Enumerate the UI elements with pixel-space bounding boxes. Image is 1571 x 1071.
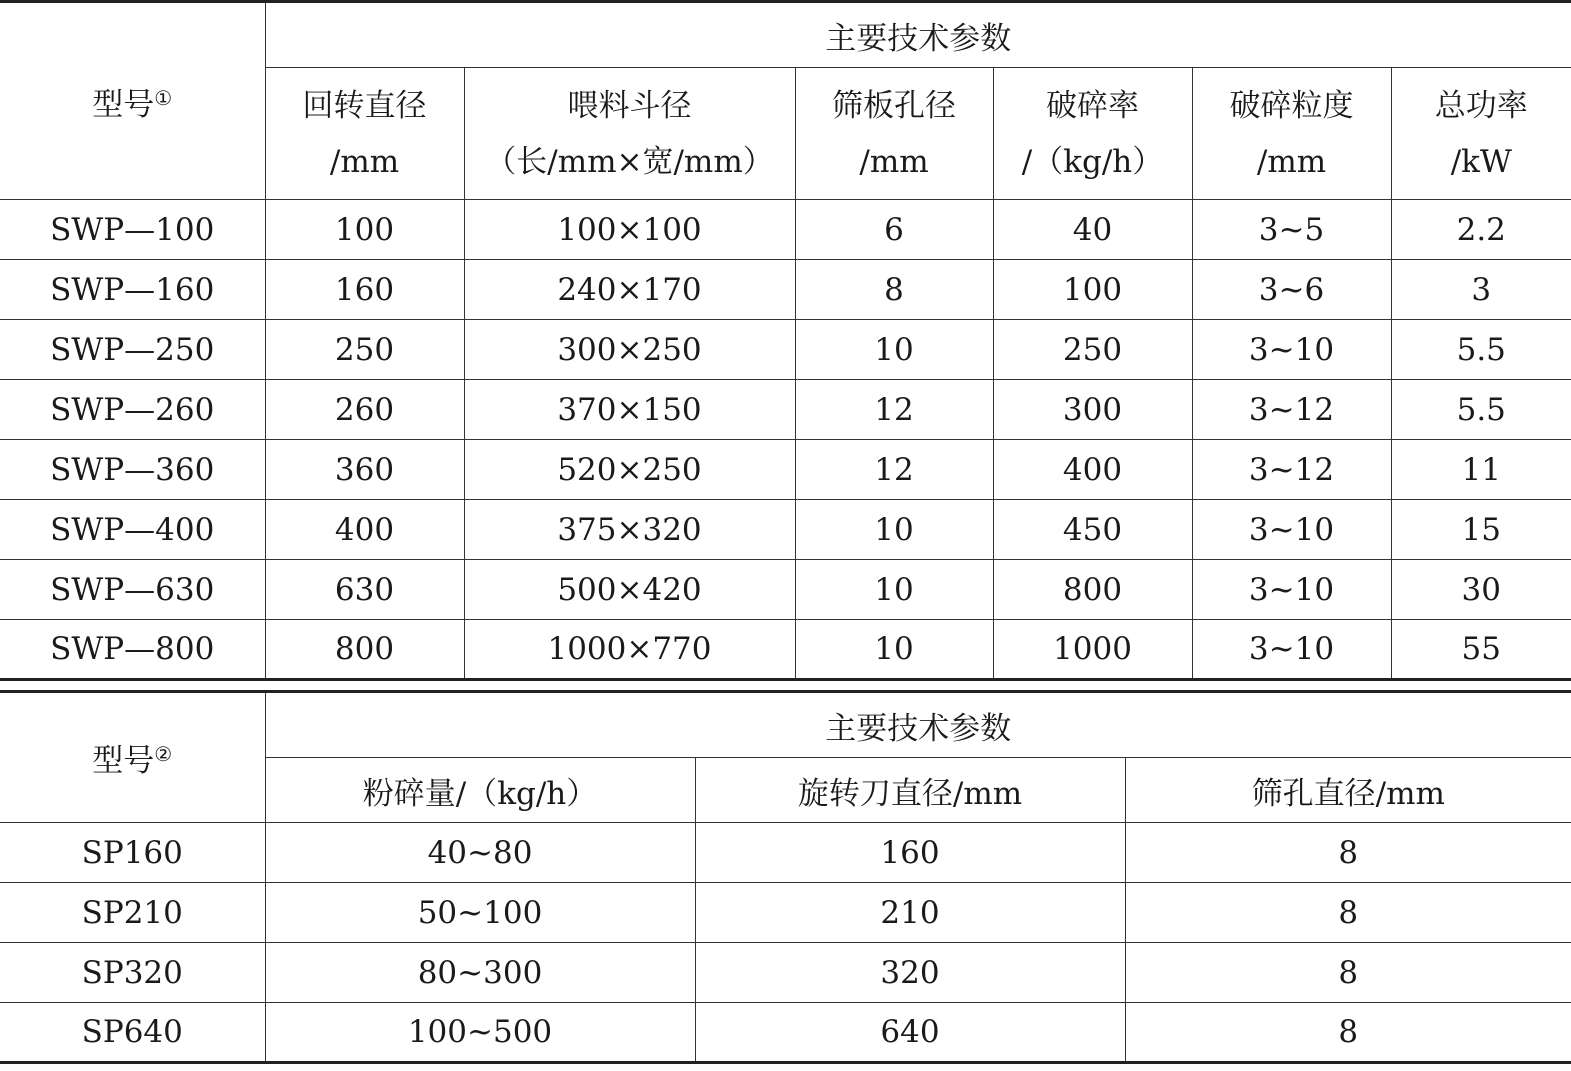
table-row	[0, 200, 1571, 260]
column-header	[993, 68, 1192, 200]
table-cell: 800	[265, 620, 464, 680]
table-cell: 55	[1391, 620, 1571, 680]
table-cell: 800	[993, 560, 1192, 620]
table-cell: 10	[795, 560, 993, 620]
model-cell: SWP—360	[0, 440, 265, 500]
model-cell: SWP—160	[0, 260, 265, 320]
table-cell: 640	[695, 1003, 1125, 1063]
table-cell: 360	[265, 440, 464, 500]
table-cell: 10	[795, 620, 993, 680]
table-cell: 1000×770	[464, 620, 795, 680]
column-unit: （长/mm×宽/mm）	[485, 143, 774, 180]
table-cell: 8	[1125, 1003, 1571, 1063]
table-cell: 3~5	[1192, 200, 1391, 260]
table-cell: 15	[1391, 500, 1571, 560]
column-header	[464, 68, 795, 200]
table-cell: 5.5	[1391, 380, 1571, 440]
model-header: 型号②	[0, 692, 265, 823]
group-header: 主要技术参数	[265, 2, 1571, 68]
table-cell: 3~6	[1192, 260, 1391, 320]
column-name: 总功率	[1434, 87, 1528, 124]
table-cell: 100×100	[464, 200, 795, 260]
table-cell: 375×320	[464, 500, 795, 560]
grinder-spec-table	[0, 690, 1571, 1064]
table-cell: 100	[265, 200, 464, 260]
table-row	[0, 823, 1571, 883]
table-cell: 10	[795, 500, 993, 560]
table-cell: 100~500	[265, 1003, 695, 1063]
table-cell: 3	[1391, 260, 1571, 320]
table-cell: 3~10	[1192, 620, 1391, 680]
model-header: 型号①	[0, 2, 265, 200]
table-cell: 10	[795, 320, 993, 380]
column-header: 筛孔直径/mm	[1125, 758, 1571, 823]
column-name: 回转直径	[302, 87, 427, 124]
table-cell: 40~80	[265, 823, 695, 883]
column-header	[265, 68, 464, 200]
table-cell: 2.2	[1391, 200, 1571, 260]
column-header	[795, 68, 993, 200]
table-cell: 8	[1125, 823, 1571, 883]
table-row	[0, 260, 1571, 320]
table-cell: 12	[795, 440, 993, 500]
model-cell: SWP—800	[50, 631, 215, 667]
table-cell: 8	[1125, 883, 1571, 943]
table-cell: 3~10	[1192, 320, 1391, 380]
table-cell: 370×150	[464, 380, 795, 440]
table-cell: 400	[265, 500, 464, 560]
table-cell: 12	[795, 380, 993, 440]
table-cell: 80~300	[265, 943, 695, 1003]
column-unit: /mm	[1256, 143, 1327, 180]
table-cell: 6	[795, 200, 993, 260]
table-cell: 1000	[993, 620, 1192, 680]
model-cell: SWP—100	[0, 200, 265, 260]
table-row	[0, 440, 1571, 500]
table-row	[0, 1003, 1571, 1063]
table-cell: 210	[695, 883, 1125, 943]
table-cell: 520×250	[464, 440, 795, 500]
table-cell: 3~10	[1192, 560, 1391, 620]
table-row	[0, 320, 1571, 380]
table-cell: 630	[265, 560, 464, 620]
model-cell: SWP—630	[0, 560, 265, 620]
table-cell: 240×170	[464, 260, 795, 320]
model-cell: SWP—250	[0, 320, 265, 380]
model-cell: SWP—260	[0, 380, 265, 440]
table-row	[0, 380, 1571, 440]
column-name: 喂料斗径	[567, 87, 692, 124]
column-header: 粉碎量/（kg/h）	[265, 758, 695, 823]
table-row	[0, 883, 1571, 943]
table-cell: 160	[265, 260, 464, 320]
table-row	[0, 620, 1571, 680]
column-header	[1192, 68, 1391, 200]
table-cell: 100	[993, 260, 1192, 320]
table-cell: 50~100	[265, 883, 695, 943]
table-cell: 260	[265, 380, 464, 440]
table-row	[0, 943, 1571, 1003]
table-cell: 11	[1391, 440, 1571, 500]
table-cell: 250	[265, 320, 464, 380]
table-cell: 40	[993, 200, 1192, 260]
table-cell: 300	[993, 380, 1192, 440]
table-cell: 500×420	[464, 560, 795, 620]
footnote-mark: ②	[154, 742, 173, 766]
model-cell: SWP—400	[0, 500, 265, 560]
table-cell: 400	[993, 440, 1192, 500]
table-cell: 160	[695, 823, 1125, 883]
table-row	[0, 500, 1571, 560]
table-cell: 8	[795, 260, 993, 320]
table-cell: 320	[695, 943, 1125, 1003]
model-cell: SP640	[81, 1014, 183, 1050]
column-header	[1391, 68, 1571, 200]
footnote-mark: ①	[154, 85, 173, 110]
table-cell: 300×250	[464, 320, 795, 380]
table-cell: 3~12	[1192, 380, 1391, 440]
column-unit: /mm	[859, 143, 929, 180]
table-cell: 3~12	[1192, 440, 1391, 500]
table-cell: 450	[993, 500, 1192, 560]
table-cell: 30	[1391, 560, 1571, 620]
table-cell: 8	[1125, 943, 1571, 1003]
column-header: 旋转刀直径/mm	[695, 758, 1125, 823]
column-name: 破碎粒度	[1229, 87, 1354, 124]
model-cell: SP320	[0, 943, 265, 1003]
model-cell: SP210	[0, 883, 265, 943]
column-unit: /kW	[1450, 143, 1512, 180]
column-name: 筛板孔径	[832, 87, 956, 124]
table-cell: 5.5	[1391, 320, 1571, 380]
table-cell: 250	[993, 320, 1192, 380]
column-name: 破碎率	[1046, 87, 1139, 124]
table-cell: 3~10	[1192, 500, 1391, 560]
column-unit: /mm	[329, 143, 400, 180]
group-header: 主要技术参数	[265, 692, 1571, 758]
table-row	[0, 560, 1571, 620]
column-unit: /（kg/h）	[1021, 143, 1164, 180]
model-cell: SP160	[0, 823, 265, 883]
